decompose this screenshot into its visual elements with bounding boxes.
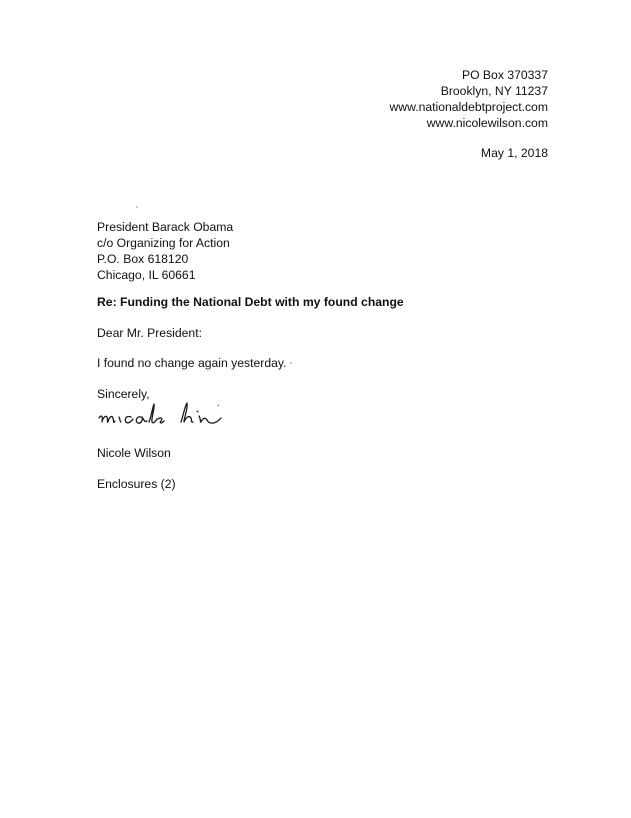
body-paragraph: I found no change again yesterday. bbox=[97, 356, 287, 370]
recipient-name: President Barack Obama bbox=[97, 220, 234, 234]
scan-speck bbox=[290, 362, 292, 364]
sender-website-personal: www.nicolewilson.com bbox=[426, 116, 548, 130]
sender-address-block bbox=[340, 67, 548, 131]
recipient-po-box: P.O. Box 618120 bbox=[97, 252, 189, 266]
recipient-city-state-zip: Chicago, IL 60661 bbox=[97, 268, 196, 282]
sender-city-state-zip: Brooklyn, NY 11237 bbox=[440, 84, 548, 98]
letter-date: May 1, 2018 bbox=[480, 146, 548, 160]
recipient-care-of: c/o Organizing for Action bbox=[97, 236, 230, 250]
subject-line: Re: Funding the National Debt with my found change bbox=[97, 295, 404, 309]
scan-speck bbox=[136, 206, 138, 208]
handwritten-signature bbox=[97, 398, 242, 436]
enclosures-note: Enclosures (2) bbox=[97, 477, 176, 491]
salutation: Dear Mr. President: bbox=[97, 326, 202, 340]
sender-po-box: PO Box 370337 bbox=[461, 68, 548, 82]
closing: Sincerely, bbox=[97, 387, 150, 401]
recipient-address-block bbox=[97, 219, 397, 283]
sender-website-project: www.nationaldebtproject.com bbox=[389, 100, 548, 114]
signer-name: Nicole Wilson bbox=[97, 446, 171, 460]
